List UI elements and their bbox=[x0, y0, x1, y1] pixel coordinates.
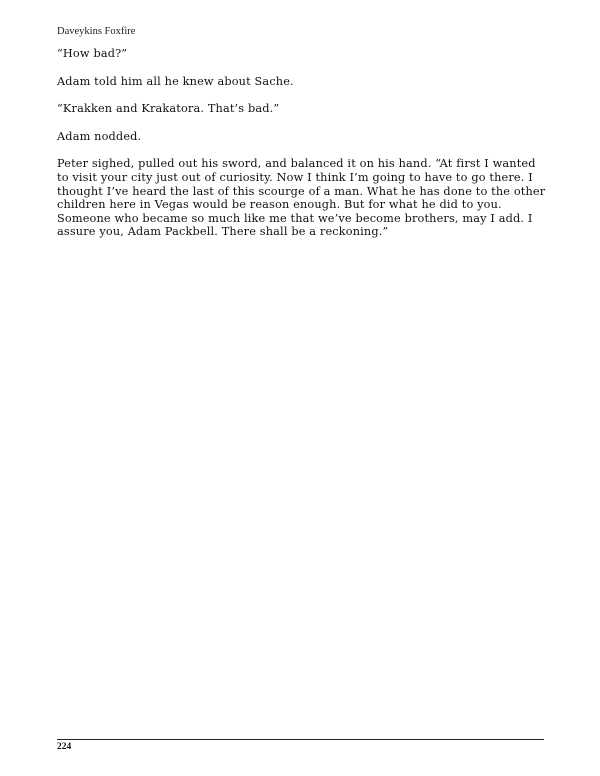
paragraph: “Krakken and Krakatora. That’s bad.” bbox=[57, 102, 280, 116]
running-header: Daveykins Foxfire bbox=[57, 26, 136, 37]
page-number: 224 bbox=[57, 742, 72, 752]
paragraph: Adam told him all he knew about Sache. bbox=[57, 74, 294, 88]
paragraph: Peter sighed, pulled out his sword, and balanced it on his hand. “At first I wanted to visit your city just out of curiosity. Now I think I’m going to have to go there. I thought I’ve heard the last of this scourge of a man. What he has done to the other children here in Vegas would be reason enough. But for what he did to you. Someone who became so much like me that we’ve become brothers, may I add. I assure you, Adam Packbell. There shall be a reckoning.” bbox=[57, 157, 546, 239]
footer-divider bbox=[57, 739, 544, 740]
page-body bbox=[57, 47, 547, 253]
paragraph: “How bad?” bbox=[57, 47, 128, 60]
paragraph: Adam nodded. bbox=[57, 129, 142, 143]
